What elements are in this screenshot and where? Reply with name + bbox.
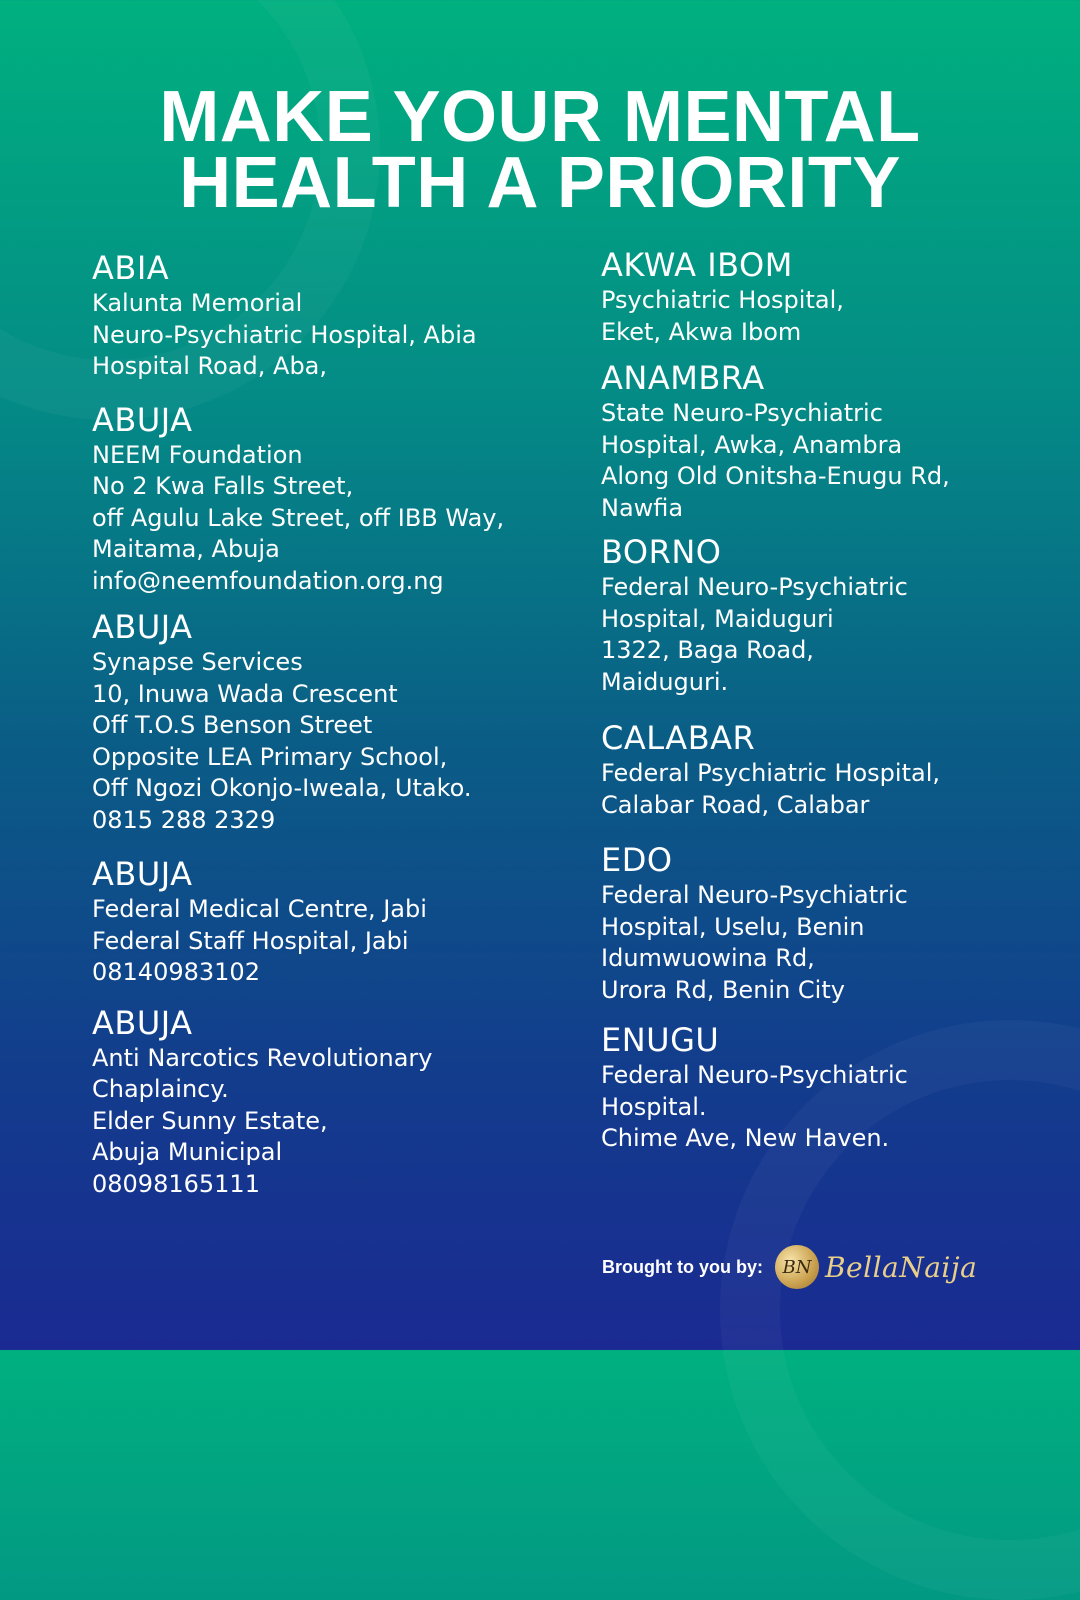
- address-line: Idumwuowina Rd,: [601, 944, 815, 972]
- sponsor-footer: [602, 1240, 977, 1294]
- address-line: Hospital, Awka, Anambra: [601, 430, 903, 459]
- address-line: No 2 Kwa Falls Street,: [92, 472, 354, 500]
- entry-abuja-synapse: [92, 607, 562, 836]
- email-line: info@neemfoundation.org.ng: [92, 566, 444, 595]
- state-name: ABUJA: [92, 400, 193, 439]
- address-line: Anti Narcotics Revolutionary: [92, 1043, 433, 1072]
- state-name: EDO: [601, 841, 673, 879]
- right-column: [601, 245, 1071, 1155]
- address-line: Maitama, Abuja: [92, 535, 280, 563]
- address-line: Neuro-Psychiatric Hospital, Abia: [92, 320, 477, 349]
- address-line: off Agulu Lake Street, off IBB Way,: [92, 503, 505, 532]
- address-line: Opposite LEA Primary School,: [92, 742, 448, 771]
- address-line: Synapse Services: [92, 648, 303, 676]
- title-line-1: MAKE YOUR MENTAL: [159, 77, 921, 157]
- address-line: Elder Sunny Estate,: [92, 1106, 328, 1135]
- entry-enugu: [601, 1020, 1071, 1155]
- address-line: Abuja Municipal: [92, 1138, 283, 1166]
- address-line: Along Old Onitsha-Enugu Rd,: [601, 462, 950, 490]
- state-name: AKWA IBOM: [601, 246, 793, 284]
- left-column: [92, 248, 562, 1200]
- address-line: Federal Neuro-Psychiatric: [601, 881, 908, 909]
- phone-line: 08098165111: [92, 1169, 260, 1198]
- state-name: ENUGU: [601, 1021, 720, 1059]
- state-name: CALABAR: [601, 719, 756, 757]
- address-line: Federal Neuro-Psychiatric: [601, 573, 908, 601]
- address-line: 1322, Baga Road,: [601, 636, 814, 664]
- bellanaija-logo-text: BellaNaija: [824, 1250, 978, 1284]
- entry-abia: [92, 248, 562, 383]
- address-line: Hospital Road, Aba,: [92, 352, 328, 380]
- sponsor-label: Brought to you by:: [602, 1256, 763, 1277]
- bellanaija-logo-icon: BN: [775, 1245, 819, 1289]
- state-name: ANAMBRA: [601, 359, 765, 397]
- address-line: NEEM Foundation: [92, 440, 303, 469]
- address-line: Chime Ave, New Haven.: [601, 1124, 890, 1152]
- address-line: Urora Rd, Benin City: [601, 975, 845, 1004]
- address-line: Off T.O.S Benson Street: [92, 711, 373, 739]
- address-line: Off Ngozi Okonjo-Iweala, Utako.: [92, 774, 472, 802]
- address-line: Federal Neuro-Psychiatric: [601, 1061, 908, 1089]
- state-name: ABUJA: [92, 855, 193, 893]
- state-name: BORNO: [601, 533, 722, 571]
- entry-akwa-ibom: [601, 245, 1071, 348]
- phone-line: 08140983102: [92, 958, 260, 986]
- entry-abuja-chaplaincy: [92, 1003, 562, 1201]
- entry-calabar: [601, 718, 1071, 821]
- entry-edo: [601, 840, 1071, 1006]
- address-line: Chaplaincy.: [92, 1075, 229, 1103]
- entry-abuja-neem: [92, 400, 562, 598]
- address-line: Nawfia: [601, 493, 684, 522]
- entry-abuja-fmc: [92, 854, 562, 989]
- title-line-2: HEALTH A PRIORITY: [179, 143, 901, 223]
- address-line: Federal Staff Hospital, Jabi: [92, 926, 409, 955]
- address-line: Eket, Akwa Ibom: [601, 317, 802, 346]
- address-line: Kalunta Memorial: [92, 289, 303, 317]
- address-line: State Neuro-Psychiatric: [601, 399, 883, 427]
- address-line: Psychiatric Hospital,: [601, 286, 844, 314]
- address-line: Hospital, Maiduguri: [601, 604, 834, 633]
- address-line: 10, Inuwa Wada Crescent: [92, 679, 398, 708]
- phone-line: 0815 288 2329: [92, 805, 276, 834]
- page-title: [0, 77, 1080, 223]
- address-line: Maiduguri.: [601, 667, 729, 696]
- address-line: Calabar Road, Calabar: [601, 790, 870, 819]
- entry-anambra: [601, 358, 1071, 524]
- state-name: ABIA: [92, 249, 170, 287]
- state-name: ABUJA: [92, 1003, 193, 1042]
- address-line: Hospital, Uselu, Benin: [601, 912, 865, 941]
- address-line: Federal Psychiatric Hospital,: [601, 759, 940, 787]
- state-name: ABUJA: [92, 608, 193, 646]
- address-line: Federal Medical Centre, Jabi: [92, 895, 427, 923]
- entry-borno: [601, 532, 1071, 698]
- address-line: Hospital.: [601, 1092, 707, 1121]
